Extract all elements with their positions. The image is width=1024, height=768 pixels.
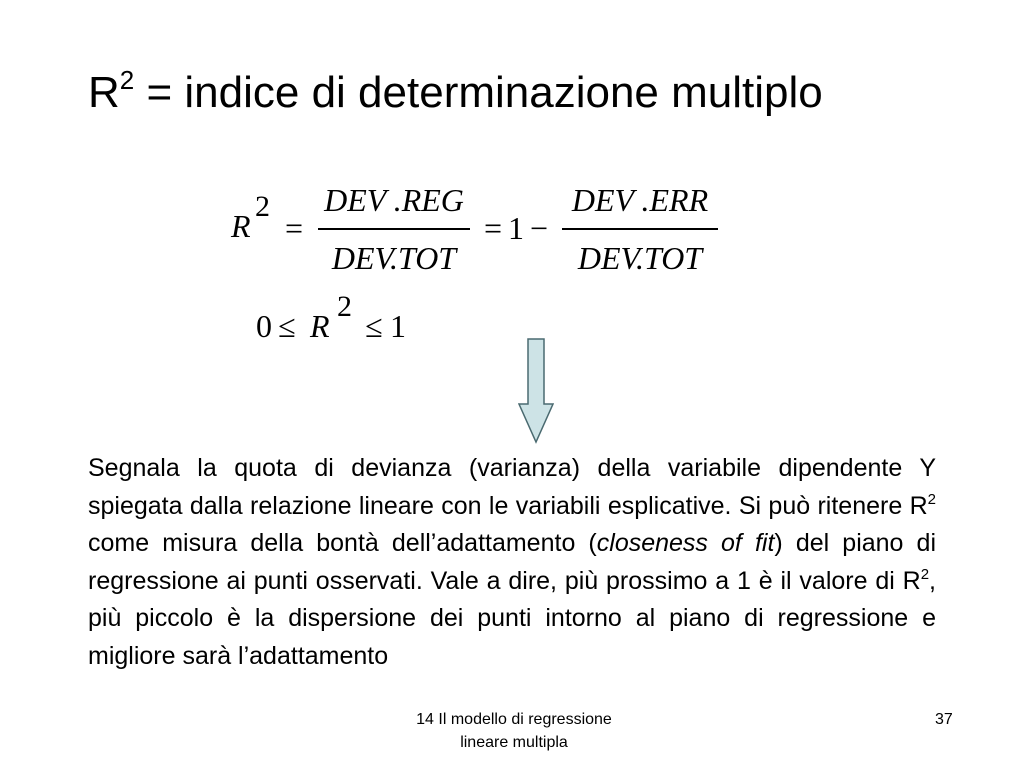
footer-caption xyxy=(374,708,654,754)
formula-one: 1 xyxy=(508,210,524,246)
fraction1-numerator: DEV .REG xyxy=(324,182,464,218)
range-one: 1 xyxy=(390,308,406,344)
down-arrow-icon xyxy=(518,338,554,444)
paragraph-part-4: , più piccolo è la dispersione dei punti intorno al piano di regressione e migliore sarà l’adattamento xyxy=(88,566,936,670)
fraction2-bar xyxy=(562,228,718,230)
range-leq-2: ≤ xyxy=(365,308,383,344)
range-zero: 0 xyxy=(256,308,272,344)
title-r: R xyxy=(88,68,120,117)
formula-lhs-var: R xyxy=(231,208,251,244)
fraction1-denominator: DEV.TOT xyxy=(331,240,457,276)
footer-line-2: lineare multipla xyxy=(460,734,568,751)
formula-lhs-exponent: 2 xyxy=(255,190,270,223)
range-leq-1: ≤ xyxy=(278,308,296,344)
range-var: R xyxy=(310,308,330,344)
slide-title xyxy=(88,66,823,117)
range-exponent: 2 xyxy=(337,290,352,323)
page-number: 37 xyxy=(935,711,953,728)
title-superscript: 2 xyxy=(119,65,135,95)
explanation-paragraph xyxy=(88,450,936,675)
fraction2-denominator: DEV.TOT xyxy=(577,240,703,276)
fraction2-numerator: DEV .ERR xyxy=(571,182,709,218)
footer-line-1: 14 Il modello di regressione xyxy=(416,711,612,728)
paragraph-superscript-1: 2 xyxy=(927,490,936,508)
title-text: = indice di determinazione multiplo xyxy=(134,68,823,117)
formula-minus: − xyxy=(530,210,549,246)
formula-equals-2: = xyxy=(484,210,503,246)
formula-equals-1: = xyxy=(285,210,304,246)
paragraph-part-1: Segnala la quota di devianza (varianza) della variabile dipendente Y spiegata dalla relazione lineare con le variabili esplicative. Si può ritenere R xyxy=(88,454,936,520)
down-arrow-shape xyxy=(519,339,553,442)
paragraph-part-2: come misura della bontà dell’adattamento ( xyxy=(88,529,597,557)
paragraph-italic-term: closeness of fit xyxy=(596,529,775,557)
paragraph-superscript-2: 2 xyxy=(920,565,930,583)
fraction1-bar xyxy=(318,228,470,230)
paragraph-part-3: ) del piano di regressione ai punti osservati. Vale a dire, più prossimo a 1 è il valore di R xyxy=(88,529,937,595)
